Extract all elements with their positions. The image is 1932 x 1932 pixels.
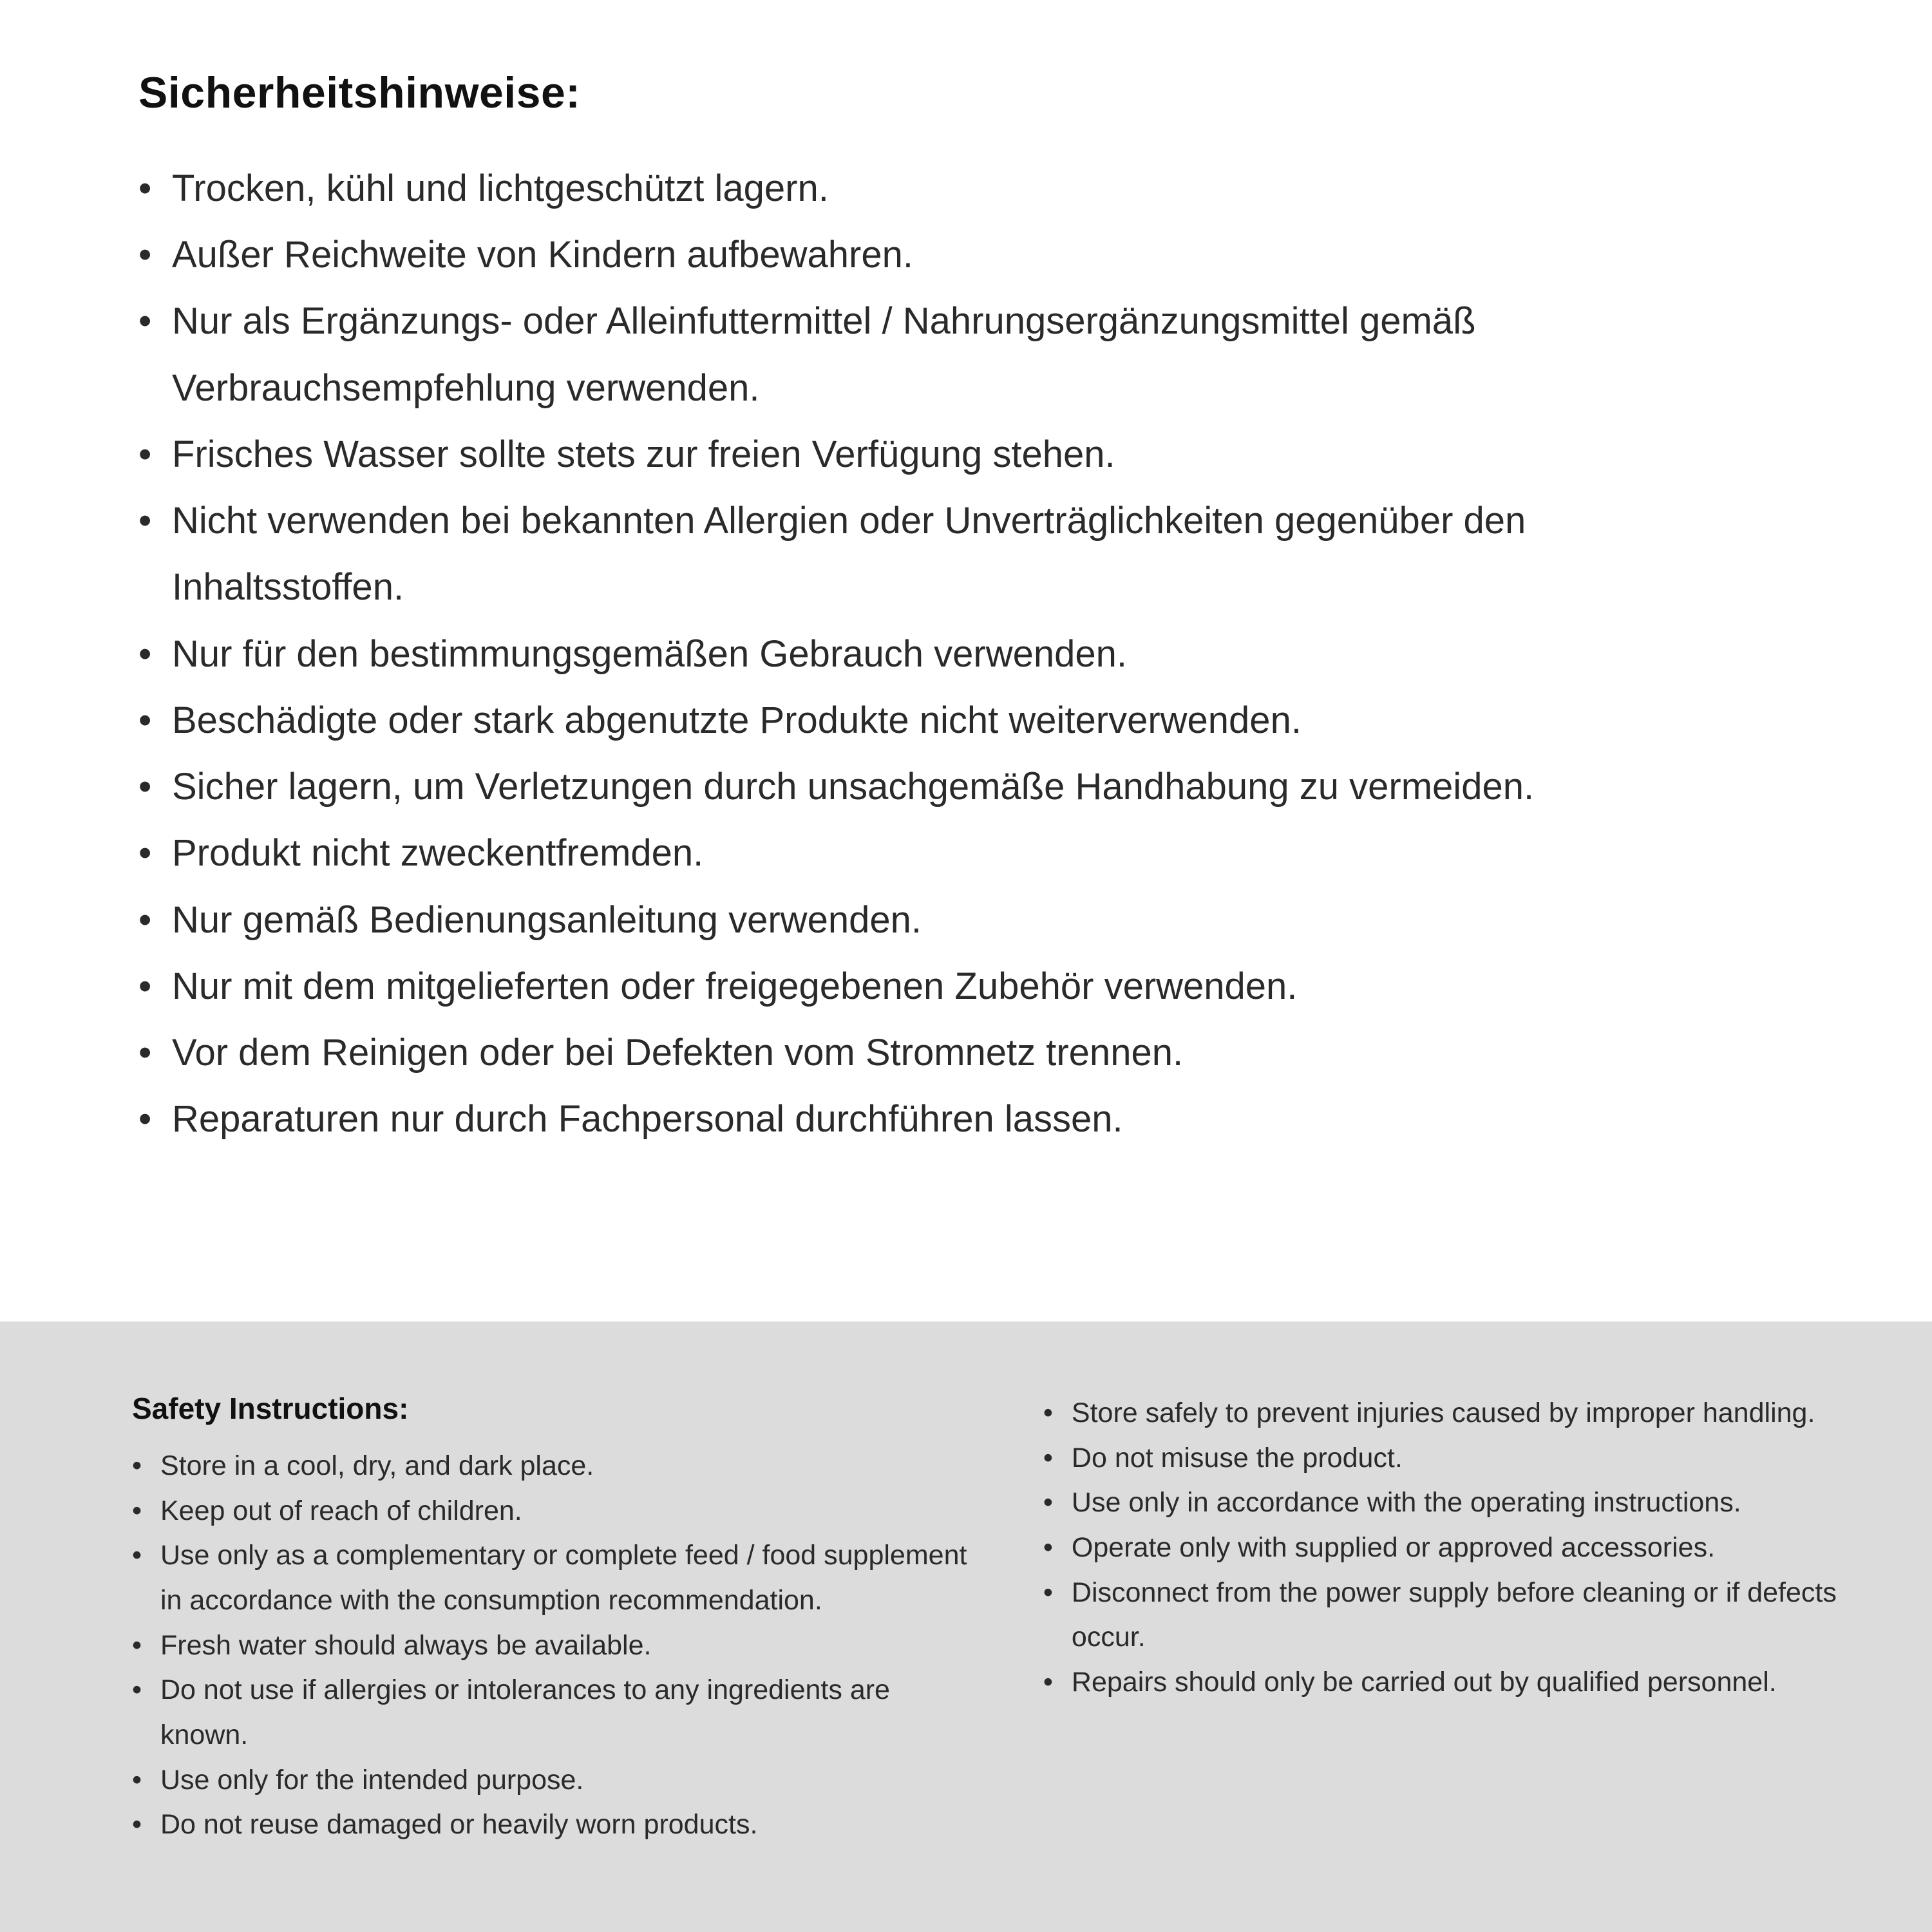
list-item	[1043, 1391, 1871, 1436]
list-item	[138, 953, 1748, 1019]
list-item	[138, 621, 1748, 687]
list-item-text: Beschädigte oder stark abgenutzte Produkte nicht weiterverwenden.	[172, 699, 1302, 741]
list-item	[1043, 1526, 1871, 1571]
list-item	[138, 1019, 1748, 1086]
list-item	[138, 155, 1748, 222]
list-item	[138, 222, 1748, 288]
list-item-text: Nur mit dem mitgelieferten oder freigegebenen Zubehör verwenden.	[172, 965, 1298, 1007]
list-item	[138, 488, 1748, 620]
list-item	[138, 753, 1748, 820]
list-item	[132, 1444, 985, 1489]
list-item	[132, 1489, 985, 1534]
list-item	[132, 1624, 985, 1669]
list-item-text: Außer Reichweite von Kindern aufbewahren.	[172, 234, 913, 276]
german-safety-list	[138, 155, 1748, 1153]
english-columns	[132, 1391, 1871, 1848]
list-item-text: Produkt nicht zweckentfremden.	[172, 832, 704, 875]
list-item	[1043, 1571, 1871, 1660]
list-item-text: Do not use if allergies or intolerances to any ingredients are known.	[160, 1674, 890, 1750]
list-item-text: Repairs should only be carried out by qualified personnel.	[1071, 1666, 1777, 1698]
list-item-text: Do not misuse the product.	[1071, 1442, 1403, 1473]
english-safety-list-left	[132, 1444, 985, 1848]
list-item-text: Use only for the intended purpose.	[160, 1764, 584, 1795]
list-item-text: Nicht verwenden bei bekannten Allergien oder Unverträglichkeiten gegenüber den Inhaltsstoffen.	[172, 500, 1526, 609]
list-item-text: Do not reuse damaged or heavily worn products.	[160, 1809, 758, 1841]
list-item	[138, 288, 1748, 421]
list-item-text: Nur gemäß Bedienungsanleitung verwenden.	[172, 898, 922, 941]
list-item-text: Vor dem Reinigen oder bei Defekten vom Stromnetz trennen.	[172, 1032, 1184, 1074]
list-item	[1043, 1660, 1871, 1705]
list-item	[1043, 1481, 1871, 1526]
list-item-text: Store safely to prevent injuries caused by improper handling.	[1071, 1397, 1815, 1428]
list-item	[138, 1086, 1748, 1152]
list-item	[132, 1668, 985, 1757]
english-safety-list-right	[1043, 1391, 1871, 1705]
list-item-text: Nur für den bestimmungsgemäßen Gebrauch verwenden.	[172, 632, 1127, 675]
german-section-title: Sicherheitshinweise:	[138, 68, 581, 117]
list-item-text: Use only as a complementary or complete feed / food supplement in accordance with the consumption recommendation.	[160, 1540, 967, 1616]
list-item	[138, 687, 1748, 753]
list-item-text: Use only in accordance with the operating instructions.	[1071, 1487, 1741, 1519]
list-item-text: Reparaturen nur durch Fachpersonal durchführen lassen.	[172, 1098, 1123, 1141]
list-item-text: Operate only with supplied or approved accessories.	[1071, 1531, 1716, 1563]
english-safety-panel	[0, 1321, 1932, 1932]
list-item-text: Frisches Wasser sollte stets zur freien Verfügung stehen.	[172, 433, 1115, 475]
list-item-text: Disconnect from the power supply before cleaning or if defects occur.	[1071, 1577, 1837, 1653]
english-left-column	[132, 1391, 985, 1848]
list-item-text: Store in a cool, dry, and dark place.	[160, 1450, 594, 1481]
list-item	[132, 1803, 985, 1848]
list-item	[138, 887, 1748, 953]
list-item-text: Sicher lagern, um Verletzungen durch unsachgemäße Handhabung zu vermeiden.	[172, 766, 1535, 808]
english-section-title: Safety Instructions:	[132, 1392, 409, 1425]
list-item	[138, 421, 1748, 488]
list-item	[132, 1533, 985, 1623]
list-item-text: Keep out of reach of children.	[160, 1495, 522, 1526]
list-item-text: Trocken, kühl und lichtgeschützt lagern.	[172, 167, 829, 209]
english-right-column	[1043, 1391, 1871, 1848]
list-item	[132, 1758, 985, 1803]
list-item	[138, 820, 1748, 886]
list-item	[1043, 1436, 1871, 1481]
list-item-text: Nur als Ergänzungs- oder Alleinfuttermittel / Nahrungsergänzungsmittel gemäß Verbrauchsempfehlung verwenden.	[172, 300, 1476, 409]
list-item-text: Fresh water should always be available.	[160, 1629, 652, 1661]
